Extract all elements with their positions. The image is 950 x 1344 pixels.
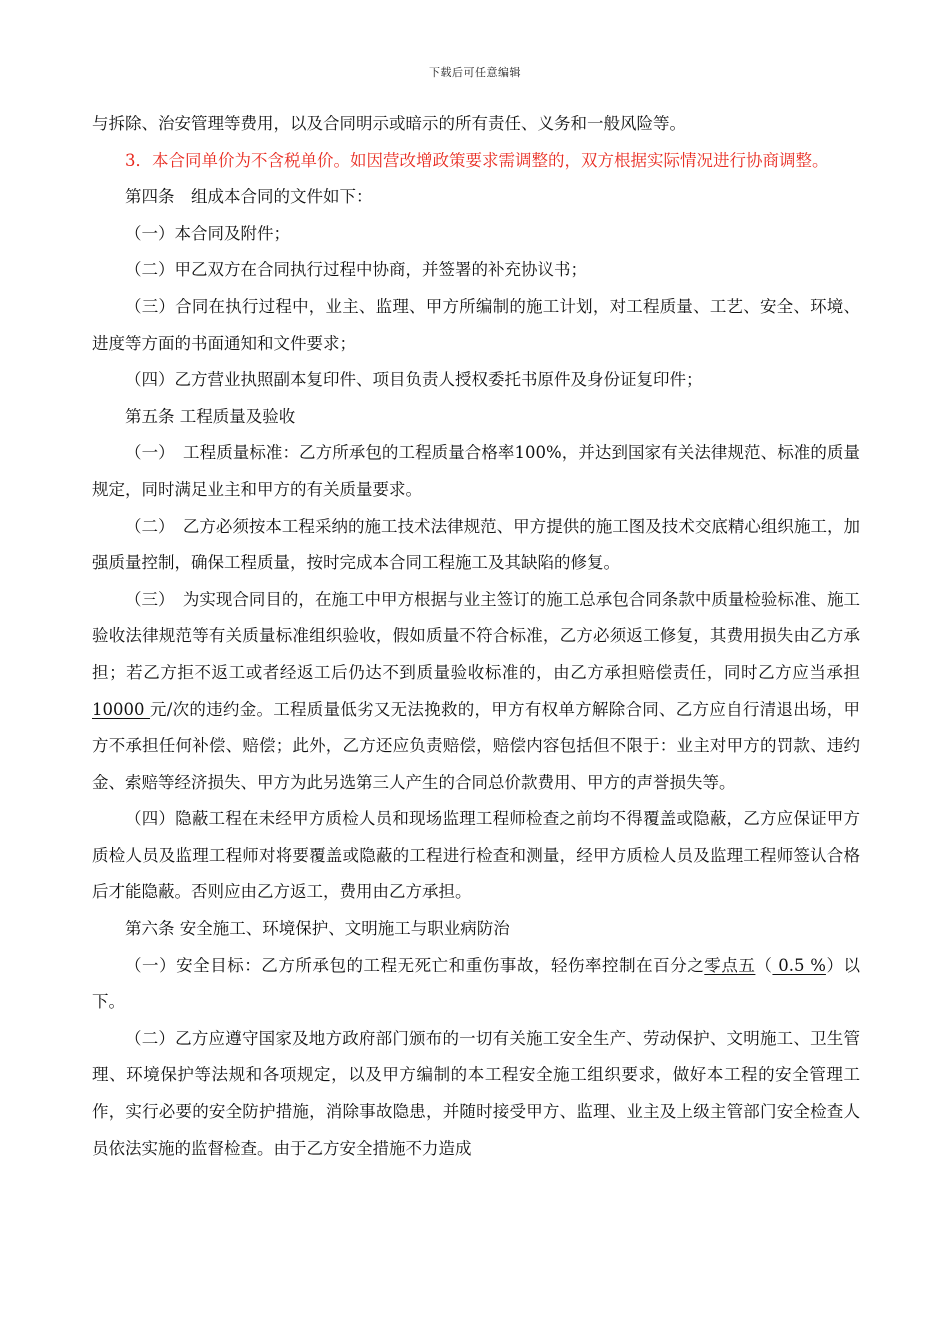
injury-rate-number: 0.5 %	[772, 955, 826, 975]
injury-rate-words: 零点五	[704, 955, 756, 975]
article-5-heading: 第五条 工程质量及验收	[125, 406, 296, 426]
article-5-item-3	[92, 582, 860, 802]
page-header: 下载后可任意编辑	[429, 66, 521, 79]
paren-close-text: ）以下。	[92, 955, 861, 1012]
article-4-heading: 第四条 组成本合同的文件如下：	[125, 187, 373, 207]
article-6-heading: 第六条 安全施工、环境保护、文明施工与职业病防治	[125, 919, 510, 939]
article-6-item-1	[92, 948, 860, 1021]
penalty-amount: 10000	[92, 699, 151, 719]
article-6-item-2: （二）乙方应遵守国家及地方政府部门颁布的一切有关施工安全生产、劳动保护、文明施工、卫生管理、环境保护等法规和各项规定，以及甲方编制的本工程安全施工组织要求，做好本工程的安全管理工作，实行必要的安全防护措施，消除事故隐患，并随时接受甲方、监理、业主及上级主管部门安全检查人员依法实施的监督检查。由于乙方安全措施不力造成	[92, 1028, 860, 1158]
paren-open: （	[755, 955, 773, 975]
item-3-text-after: 元/次的违约金。工程质量低劣又无法挽救的，甲方有权单方解除合同、乙方应自行清退出场，甲方不承担任何补偿、赔偿；此外，乙方还应负责赔偿，赔偿内容包括但不限于：业主对甲方的罚款、违约金、索赔等经济损失、甲方为此另选第三人产生的合同总价款费用、甲方的声誉损失等。	[92, 699, 861, 792]
article-5-item-1: （一） 工程质量标准：乙方所承包的工程质量合格率100%，并达到国家有关法律规范、标准的质量规定，同时满足业主和甲方的有关质量要求。	[92, 443, 860, 499]
document-body	[92, 106, 860, 1167]
paragraph-costs-continuation: 与拆除、治安管理等费用，以及合同明示或暗示的所有责任、义务和一般风险等。	[92, 114, 686, 133]
article-4-item-4: （四）乙方营业执照副本复印件、项目负责人授权委托书原件及身份证复印件；	[125, 370, 703, 390]
article-4-item-3: （三）合同在执行过程中，业主、监理、甲方所编制的施工计划，对工程质量、工艺、安全、环境、进度等方面的书面通知和文件要求；	[92, 296, 860, 353]
paragraph-tax-price-note: 3．本合同单价为不含税单价。如因营改增政策要求需调整的，双方根据实际情况进行协商调整。	[125, 150, 829, 170]
safety-target-text: （一）安全目标：乙方所承包的工程无死亡和重伤事故，轻伤率控制在百分之	[125, 955, 705, 975]
article-4-item-1: （一）本合同及附件；	[125, 223, 290, 243]
article-4-item-2: （二）甲乙双方在合同执行过程中协商，并签署的补充协议书；	[125, 260, 587, 280]
article-5-item-4: （四）隐蔽工程在未经甲方质检人员和现场监理工程师检查之前均不得覆盖或隐蔽，乙方应保证甲方质检人员及监理工程师对将要覆盖或隐蔽的工程进行检查和测量，经甲方质检人员及监理工程师签认合格后才能隐蔽。否则应由乙方返工，费用由乙方承担。	[92, 809, 860, 902]
article-5-item-2: （二） 乙方必须按本工程采纳的施工技术法律规范、甲方提供的施工图及技术交底精心组织施工，加强质量控制，确保工程质量，按时完成本合同工程施工及其缺陷的修复。	[92, 516, 860, 573]
item-3-text-before: （三） 为实现合同目的，在施工中甲方根据与业主签订的施工总承包合同条款中质量检验标准、施工验收法律规范等有关质量标准组织验收，假如质量不符合标准，乙方必须返工修复，其费用损失由乙方承担；若乙方拒不返工或者经返工后仍达不到质量验收标准的，由乙方承担赔偿责任，同时乙方应当承担	[92, 589, 860, 682]
